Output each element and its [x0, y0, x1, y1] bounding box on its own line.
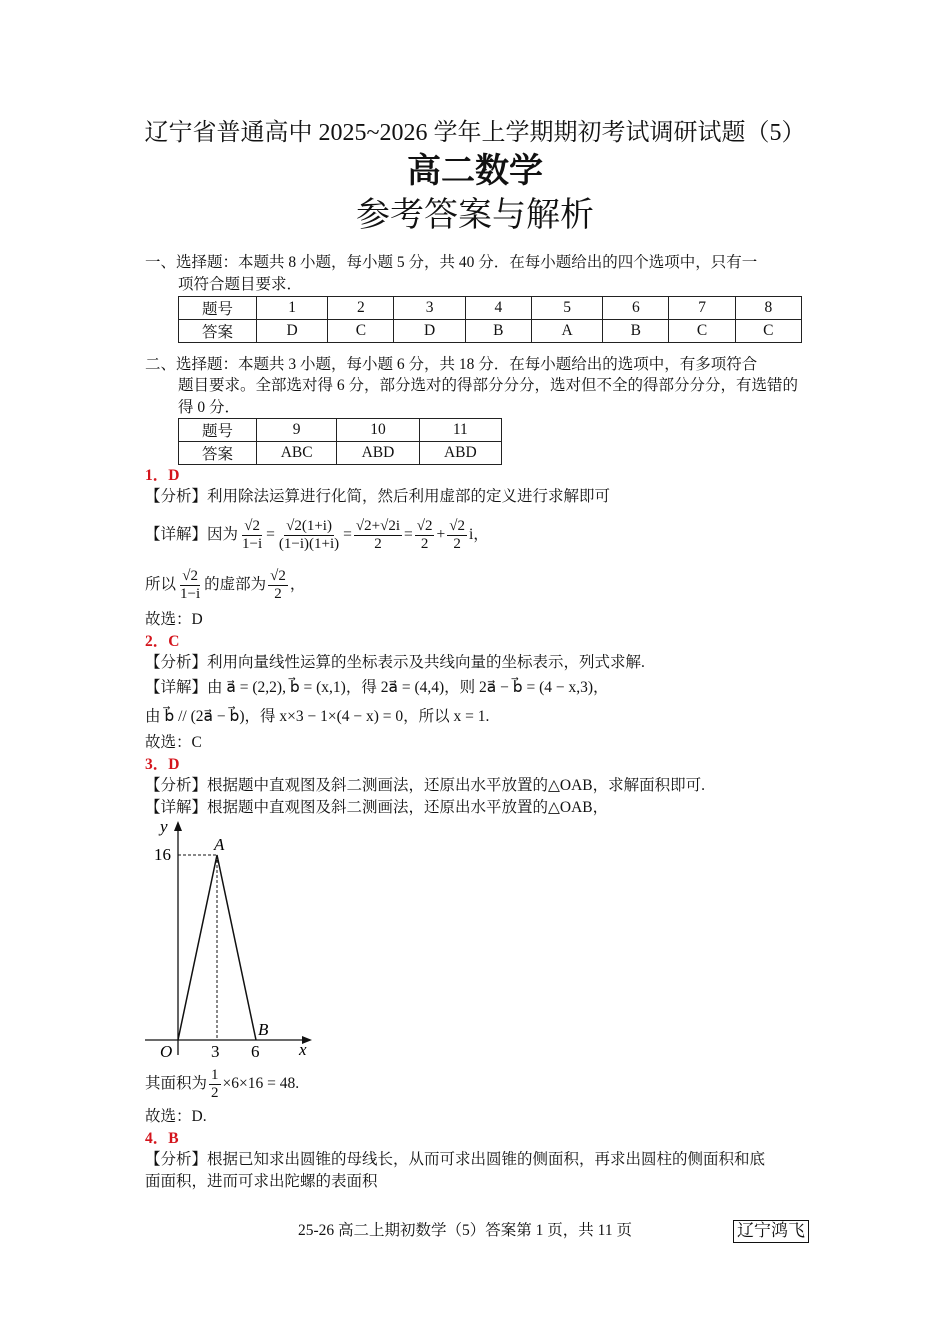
q2-choice: 故选：C — [145, 734, 202, 751]
triangle-figure — [140, 815, 320, 1060]
table-cell: D — [257, 320, 328, 343]
fraction: $\frac{√2(1+i)}{(1-i)(1+i)}$ — [278, 517, 340, 552]
q1-detail-label: 【详解】因为 — [145, 526, 239, 543]
q2-detail-2: 由 b⃗ // (2a⃗ − b⃗)，得 x×3 − 1×(4 − x) = 0，所以 x = 1. — [145, 708, 490, 725]
table-row — [179, 419, 502, 442]
answer-table-1 — [178, 296, 802, 343]
fraction: $\frac{√2}{1-i}$ — [180, 567, 201, 602]
table-row — [179, 320, 802, 343]
y-axis-arrow — [174, 821, 182, 831]
answer-table-2 — [178, 418, 502, 465]
fraction: $\frac{1}{2}$ — [211, 1066, 219, 1101]
q1-heading: 1．D — [145, 467, 180, 484]
q2-analysis: 【分析】利用向量线性运算的坐标表示及共线向量的坐标表示，列式求解. — [145, 654, 645, 671]
q1-conclusion: 所以 $\frac{√2}{1-i}$ 的虚部为 $\frac{√2}{2}$ ， — [145, 567, 306, 602]
q4-analysis-2: 面面积，进而可求出陀螺的表面积 — [145, 1173, 378, 1190]
q1-analysis: 【分析】利用除法运算进行化简，然后利用虚部的定义进行求解即可 — [145, 488, 611, 505]
section1-intro-2: 项符合题目要求． — [178, 276, 303, 293]
table-cell: ABC — [257, 442, 337, 465]
point-b-label: B — [258, 1020, 269, 1039]
q1-detail: 【详解】因为 $\frac{√2}{1-i}$ = $\frac{√2(1+i)}{(1-i)(1+i)}$ = $\frac{√2+√2i}{2}$ = $\frac{√2}{2}$ + $\frac{√2}{2}$ i， — [145, 517, 489, 552]
fraction: $\frac{√2}{1-i}$ — [242, 517, 263, 552]
q3-detail: 【详解】根据题中直观图及斜二测画法，还原出水平放置的△OAB， — [145, 799, 609, 816]
q3-choice: 故选：D. — [145, 1108, 207, 1125]
publisher-logo: 辽宁鸿飞 — [733, 1220, 809, 1243]
fraction: $\frac{√2+√2i}{2}$ — [355, 517, 400, 552]
origin-label: O — [160, 1042, 173, 1060]
section2-intro: 二、选择题：本题共 3 小题，每小题 6 分，共 18 分．在每小题给出的选项中，有多项符合 — [145, 356, 758, 373]
table-cell: 11 — [419, 419, 501, 442]
table-cell: B — [603, 320, 669, 343]
point-a-label: A — [214, 835, 225, 854]
fraction: $\frac{√2}{2}$ — [416, 517, 433, 552]
x-label: x — [299, 1040, 307, 1059]
fraction: $\frac{√2}{2}$ — [449, 517, 465, 552]
q1-choice: 故选：D — [145, 611, 203, 628]
table-row — [179, 442, 502, 465]
page-footer: 25-26 高二上期初数学（5）答案第 1 页，共 11 页 — [298, 1222, 632, 1239]
q3-analysis: 【分析】根据题中直观图及斜二测画法，还原出水平放置的△OAB，求解面积即可. — [145, 777, 706, 794]
table-cell: 1 — [257, 297, 328, 320]
q4-heading: 4．B — [145, 1130, 179, 1147]
q2-heading: 2．C — [145, 633, 180, 650]
table-cell: 4 — [465, 297, 531, 320]
q3-area: 其面积为 $\frac{1}{2}$ ×6×16 = 48. — [145, 1066, 300, 1101]
table-cell: D — [394, 320, 465, 343]
table-cell: 2 — [328, 297, 394, 320]
table-cell: 题号 — [179, 297, 257, 320]
table-cell: 10 — [337, 419, 419, 442]
table-cell: 3 — [394, 297, 465, 320]
x-tick-label: 3 — [211, 1042, 220, 1060]
table-cell: C — [669, 320, 735, 343]
table-cell: ABD — [419, 442, 501, 465]
subject-title: 高二数学 — [407, 153, 543, 190]
section2-intro-2: 题目要求。全部选对得 6 分，部分选对的得部分分分，选对但不全的得部分分分，有选错的 — [178, 377, 799, 394]
table-cell: 8 — [735, 297, 801, 320]
y-label: y — [160, 817, 168, 836]
q3-heading: 3．D — [145, 756, 180, 773]
fraction: $\frac{√2}{2}$ — [270, 567, 286, 602]
subtitle: 参考答案与解析 — [356, 197, 594, 234]
table-cell: C — [328, 320, 394, 343]
table-cell: C — [735, 320, 801, 343]
table-cell: 9 — [257, 419, 337, 442]
table-cell: 题号 — [179, 419, 257, 442]
q2-detail: 【详解】由 a⃗ = (2,2), b⃗ = (x,1)，得 2a⃗ = (4,4)，则 2a⃗ − b⃗ = (4 − x,3)， — [145, 679, 609, 696]
table-cell: ABD — [337, 442, 419, 465]
y-tick-label: 16 — [154, 845, 171, 864]
table-cell: 7 — [669, 297, 735, 320]
section1-intro: 一、选择题：本题共 8 小题，每小题 5 分，共 40 分．在每小题给出的四个选项中，只有一 — [145, 254, 758, 271]
table-cell: B — [465, 320, 531, 343]
table-cell: 5 — [531, 297, 602, 320]
table-cell: 6 — [603, 297, 669, 320]
x-tick-label: 6 — [251, 1042, 260, 1060]
exam-title: 辽宁省普通高中 2025~2026 学年上学期期初考试调研试题（5） — [144, 120, 806, 146]
table-cell: 答案 — [179, 442, 257, 465]
table-row — [179, 297, 802, 320]
table-cell: A — [531, 320, 602, 343]
q4-analysis: 【分析】根据已知求出圆锥的母线长，从而可求出圆锥的侧面积，再求出圆柱的侧面积和底 — [145, 1151, 766, 1168]
section2-intro-3: 得 0 分． — [178, 399, 241, 416]
table-cell: 答案 — [179, 320, 257, 343]
